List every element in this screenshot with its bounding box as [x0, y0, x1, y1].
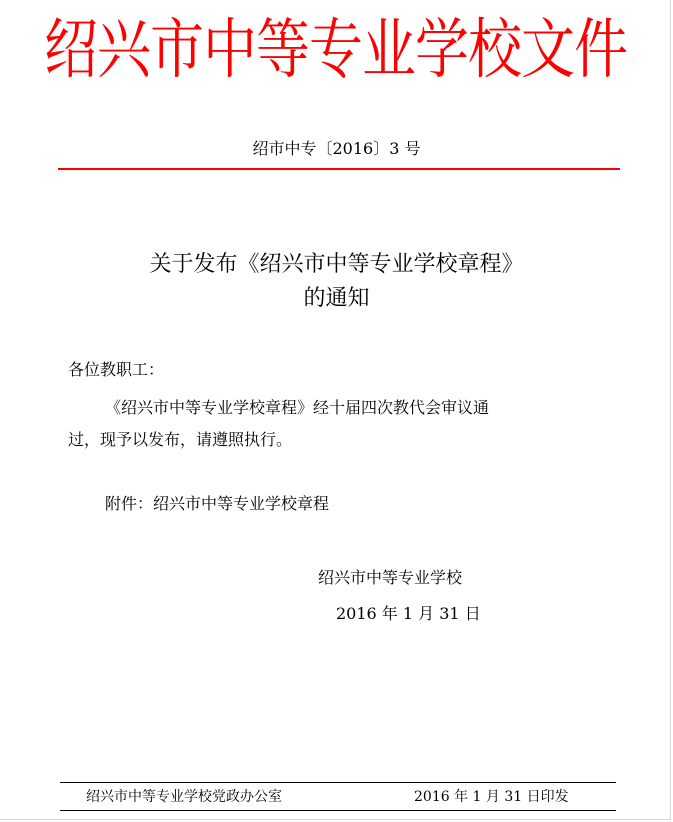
- signature-block: [318, 560, 481, 632]
- notice-title: [0, 248, 673, 316]
- attachment-note: 附件：绍兴市中等专业学校章程: [105, 494, 330, 513]
- signature-organization: 绍兴市中等专业学校: [318, 568, 463, 587]
- footer-top-line: [60, 782, 616, 783]
- footer-print-date: 2016 年 1 月 31 日印发: [414, 789, 569, 805]
- masthead-title: 绍兴市中等专业学校文件: [44, 11, 627, 88]
- document-number: 绍市中专〔2016〕3 号: [252, 139, 421, 158]
- body-paragraph-line-2: 过，现予以发布，请遵照执行。: [68, 430, 293, 449]
- footer-issuing-office: 绍兴市中等专业学校党政办公室: [86, 789, 282, 805]
- red-divider-line: [58, 168, 620, 170]
- salutation: 各位教职工：: [68, 360, 165, 379]
- notice-title-line-1: 关于发布《绍兴市中等专业学校章程》: [149, 252, 524, 277]
- signature-date: 2016 年 1 月 31 日: [336, 604, 481, 623]
- notice-title-line-2: 的通知: [303, 286, 370, 311]
- body-paragraph-line-1: 《绍兴市中等专业学校章程》经十届四次教代会审议通: [105, 398, 490, 417]
- footer-bottom-line: [60, 810, 616, 811]
- body-paragraph: [68, 392, 608, 456]
